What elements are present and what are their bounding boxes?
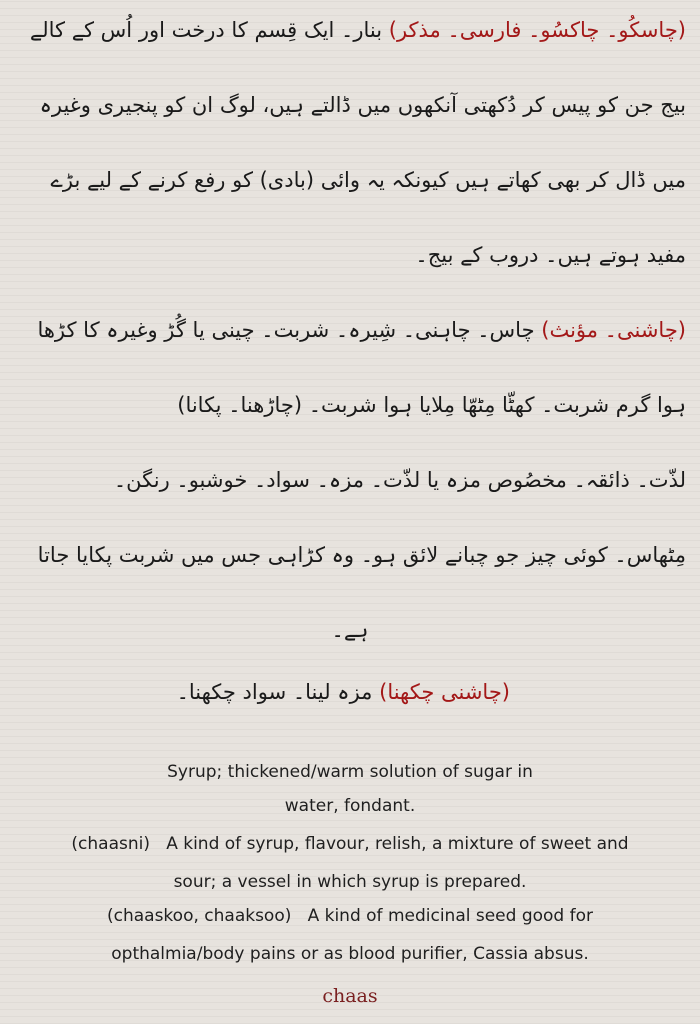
english-line-3: (chaasni) A kind of syrup, flavour, relish, a mixture of sweet and	[71, 834, 629, 854]
urdu-headword-chaasni-chakhna: (چاشنی چکھنا)	[379, 680, 510, 704]
urdu-line-6: ہوا گرم شربت۔ کھٹّا مِٹھّا مِلایا ہوا شربت۔ (چاڑھنا۔ پکانا)	[177, 393, 686, 417]
urdu-line-8: مِٹھاس۔ کوئی چیز جو چبانے لائق ہو۔ وہ کڑاہی جس میں شربت پکایا جاتا	[37, 543, 686, 567]
english-line-4: sour; a vessel in which syrup is prepared.	[173, 872, 527, 892]
urdu-headword-chaasni: (چاشنی۔ مؤنث)	[541, 318, 686, 342]
urdu-line-5	[14, 318, 686, 342]
urdu-line-9: ہے۔	[331, 618, 369, 642]
urdu-definition-text: مزہ لینا۔ سواد چکھنا۔	[176, 680, 373, 704]
urdu-line-4: مفید ہوتے ہیں۔ دروب کے بیج۔	[415, 243, 686, 267]
urdu-line-7: لذّت۔ ذائقہ۔ مخصُوص مزہ یا لذّت۔ مزہ۔ سواد۔ خوشبو۔ رنگن۔	[113, 468, 686, 492]
english-line-2: water, fondant.	[284, 796, 416, 816]
urdu-headword-chaaskoo: (چاسکُو۔ چاکسُو۔ فارسی۔ مذکر)	[388, 18, 686, 42]
english-line-5: (chaaskoo, chaaksoo) A kind of medicinal seed good for	[106, 906, 593, 926]
english-line-1: Syrup; thickened/warm solution of sugar in	[167, 762, 533, 782]
urdu-line-2: بیج جن کو پیس کر دُکھتی آنکھوں میں ڈالتے ہیں، لوگ ان کو پنجیری وغیرہ	[39, 93, 686, 117]
urdu-line-3: میں ڈال کر بھی کھاتے ہیں کیونکہ یہ وائی (بادی) کو رفع کرنے کے لیے بڑے	[50, 168, 686, 192]
urdu-line-1	[14, 18, 686, 42]
english-line-6: opthalmia/body pains or as blood purifier, Cassia absus.	[111, 944, 589, 964]
urdu-line-10	[14, 680, 686, 704]
urdu-definition-text: چاس۔ چاہنی۔ شِیرہ۔ شربت۔ چینی یا گُڑ وغیرہ کا کڑھا	[37, 318, 535, 342]
urdu-definition-text: بنار۔ ایک قِسم کا درخت اور اُس کے کالے	[29, 18, 383, 42]
footer-word: chaas	[322, 985, 378, 1007]
